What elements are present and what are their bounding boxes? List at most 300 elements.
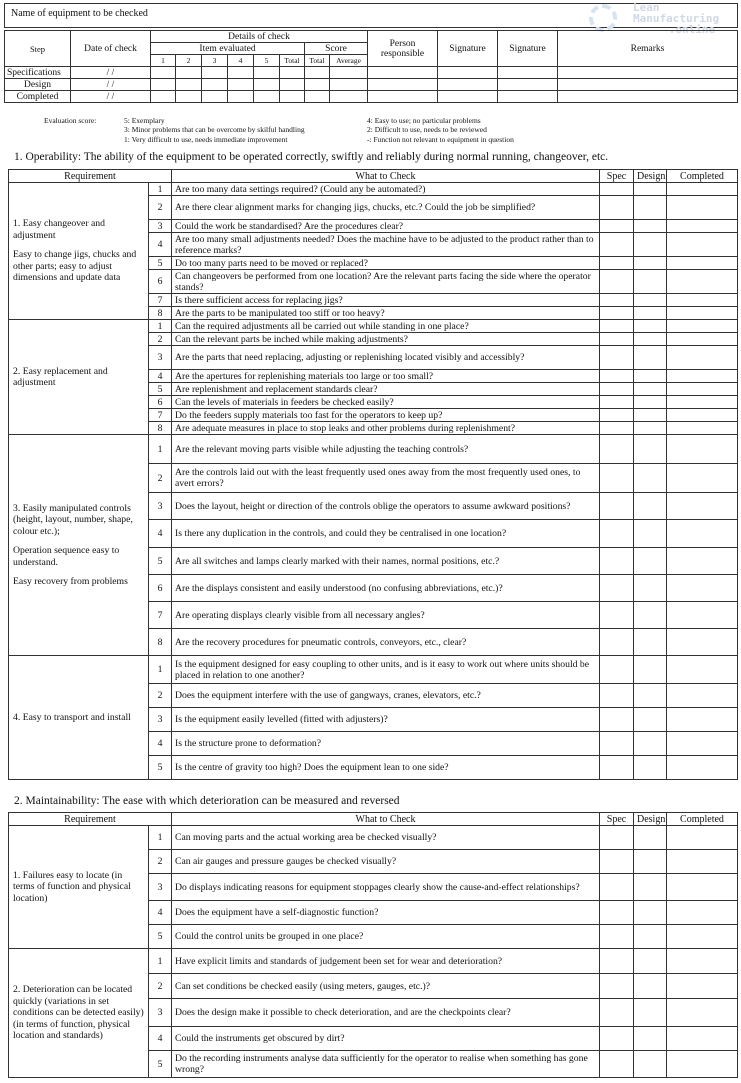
spec-cell[interactable] xyxy=(600,383,634,396)
check-question: Are the controls laid out with the least frequently used ones away from the most frequently used ones, to avert errors? xyxy=(172,464,600,493)
completed-cell[interactable] xyxy=(667,257,738,270)
check-question: Are there clear alignment marks for changing jigs, chucks, etc.? Could the job be simplified? xyxy=(172,196,600,220)
cell[interactable] xyxy=(176,91,202,103)
completed-cell[interactable] xyxy=(667,999,738,1027)
completed-cell[interactable] xyxy=(667,826,738,850)
spec-cell[interactable] xyxy=(600,233,634,257)
design-cell[interactable] xyxy=(634,602,667,629)
item-number: 3 xyxy=(149,346,172,370)
completed-cell[interactable] xyxy=(667,974,738,999)
completed-cell[interactable] xyxy=(667,548,738,575)
column-header-spec: Spec xyxy=(600,813,634,826)
spec-cell[interactable] xyxy=(600,220,634,233)
cell[interactable] xyxy=(228,67,254,79)
design-cell[interactable] xyxy=(634,925,667,949)
signature-header-2: Signature xyxy=(498,31,558,67)
cell[interactable] xyxy=(202,67,228,79)
column-header-requirement: Requirement xyxy=(9,170,172,183)
check-row xyxy=(9,435,738,464)
check-question: Are all switches and lamps clearly marked with their names, normal positions, etc.? xyxy=(172,548,600,575)
check-question: Are the relevant moving parts visible while adjusting the teaching controls? xyxy=(172,435,600,464)
requirement-text: Operation sequence easy to understand. xyxy=(13,545,120,568)
column-header-requirement: Requirement xyxy=(9,813,172,826)
step-date: / / xyxy=(71,91,151,103)
section-1-title: 1. Operability: The ability of the equipment to be operated correctly, swiftly and reliably during normal running, changeover, etc. xyxy=(14,151,609,163)
completed-cell[interactable] xyxy=(667,520,738,548)
cell[interactable] xyxy=(368,91,438,103)
score-col: Total xyxy=(305,55,330,67)
step-name: Design xyxy=(5,79,71,91)
cell[interactable] xyxy=(254,91,280,103)
completed-cell[interactable] xyxy=(667,233,738,257)
spec-cell[interactable] xyxy=(600,656,634,684)
item-number: 2 xyxy=(149,196,172,220)
requirement-text: 1. Failures easy to locate (in terms of function and physical location) xyxy=(13,869,131,904)
completed-cell[interactable] xyxy=(667,493,738,520)
requirement-text xyxy=(13,537,144,545)
spec-cell[interactable] xyxy=(600,370,634,383)
completed-cell[interactable] xyxy=(667,320,738,333)
item-number: 5 xyxy=(149,383,172,396)
item-number: 2 xyxy=(149,684,172,708)
requirement-text: Easy to change jigs, chucks and other parts; easy to adjust dimensions and update data xyxy=(13,249,137,284)
completed-cell[interactable] xyxy=(667,333,738,346)
completed-cell[interactable] xyxy=(667,656,738,684)
check-row xyxy=(9,949,738,974)
legend-item: 5: Exemplary xyxy=(124,116,165,125)
item-number: 5 xyxy=(149,756,172,780)
cell[interactable] xyxy=(151,91,176,103)
legend-item: 2: Difficult to use, needs to be reviewed xyxy=(367,125,487,135)
column-header-spec: Spec xyxy=(600,170,634,183)
design-cell[interactable] xyxy=(634,684,667,708)
completed-cell[interactable] xyxy=(667,270,738,294)
cell[interactable] xyxy=(498,67,558,79)
check-question: Can the relevant parts be inched while making adjustments? xyxy=(172,333,600,346)
spec-cell[interactable] xyxy=(600,257,634,270)
item-number: 7 xyxy=(149,294,172,307)
spec-cell[interactable] xyxy=(600,901,634,925)
design-cell[interactable] xyxy=(634,850,667,874)
cell[interactable] xyxy=(438,91,498,103)
spec-cell[interactable] xyxy=(600,684,634,708)
item-number: 3 xyxy=(149,220,172,233)
item-number: 4 xyxy=(149,233,172,257)
item-number: 2 xyxy=(149,464,172,493)
cell[interactable] xyxy=(254,79,280,91)
check-question: Could the work be standardised? Are the procedures clear? xyxy=(172,220,600,233)
section-2-title: 2. Maintainability: The ease with which deterioration can be measured and reversed xyxy=(14,795,400,807)
logo-line-3: .online xyxy=(668,23,716,36)
legend-right xyxy=(367,116,514,144)
check-row xyxy=(9,826,738,850)
completed-cell[interactable] xyxy=(667,684,738,708)
item-number: 8 xyxy=(149,422,172,435)
cell[interactable] xyxy=(498,91,558,103)
completed-cell[interactable] xyxy=(667,435,738,464)
requirement-text: 1. Easy changeover and adjustment xyxy=(13,218,105,241)
spec-cell[interactable] xyxy=(600,925,634,949)
requirement-text: 4. Easy to transport and install xyxy=(13,711,131,723)
item-number: 4 xyxy=(149,1027,172,1051)
design-cell[interactable] xyxy=(634,656,667,684)
completed-cell[interactable] xyxy=(667,346,738,370)
person-header: Person responsible xyxy=(368,31,438,67)
check-header-table xyxy=(4,30,738,103)
spec-cell[interactable] xyxy=(600,629,634,656)
spec-cell[interactable] xyxy=(600,196,634,220)
legend-item: 4: Easy to use; no particular problems xyxy=(367,116,481,125)
design-cell[interactable] xyxy=(634,901,667,925)
logo-line-1: Lean xyxy=(633,1,660,14)
cell[interactable] xyxy=(202,79,228,91)
design-cell[interactable] xyxy=(634,874,667,901)
spec-cell[interactable] xyxy=(600,333,634,346)
spec-cell[interactable] xyxy=(600,949,634,974)
maintainability-table xyxy=(8,812,738,1078)
date-header: Date of check xyxy=(71,31,151,67)
spec-cell[interactable] xyxy=(600,999,634,1027)
requirement-text: (height, layout, number, shape, colour etc.); xyxy=(13,514,133,537)
cell[interactable] xyxy=(368,79,438,91)
check-question: Do too many parts need to be moved or replaced? xyxy=(172,257,600,270)
item-number: 5 xyxy=(149,925,172,949)
cell[interactable] xyxy=(176,67,202,79)
spec-cell[interactable] xyxy=(600,974,634,999)
design-cell[interactable] xyxy=(634,974,667,999)
column-header-completed: Completed xyxy=(667,813,738,826)
requirement-cell xyxy=(9,435,149,656)
check-row xyxy=(9,320,738,333)
design-cell[interactable] xyxy=(634,333,667,346)
check-question: Can the required adjustments all be carried out while standing in one place? xyxy=(172,320,600,333)
completed-cell[interactable] xyxy=(667,409,738,422)
design-cell[interactable] xyxy=(634,409,667,422)
check-question: Are the parts that need replacing, adjusting or replenishing located visibly and accessibly? xyxy=(172,346,600,370)
cell[interactable] xyxy=(330,79,368,91)
operability-table xyxy=(8,169,738,780)
cell[interactable] xyxy=(280,79,305,91)
design-cell[interactable] xyxy=(634,396,667,409)
cell[interactable] xyxy=(228,91,254,103)
cell[interactable] xyxy=(202,91,228,103)
check-question: Can air gauges and pressure gauges be checked visually? xyxy=(172,850,600,874)
spec-cell[interactable] xyxy=(600,307,634,320)
design-cell[interactable] xyxy=(634,520,667,548)
check-question: Do displays indicating reasons for equipment stoppages clearly show the cause-and-effect relationships? xyxy=(172,874,600,901)
item-number: 4 xyxy=(149,901,172,925)
cell[interactable] xyxy=(498,79,558,91)
completed-cell[interactable] xyxy=(667,1027,738,1051)
design-cell[interactable] xyxy=(634,183,667,196)
design-cell[interactable] xyxy=(634,257,667,270)
completed-cell[interactable] xyxy=(667,422,738,435)
spec-cell[interactable] xyxy=(600,183,634,196)
completed-cell[interactable] xyxy=(667,629,738,656)
completed-cell[interactable] xyxy=(667,850,738,874)
requirement-cell xyxy=(9,183,149,320)
column-header-completed: Completed xyxy=(667,170,738,183)
completed-cell[interactable] xyxy=(667,307,738,320)
check-question: Can the levels of materials in feeders be checked easily? xyxy=(172,396,600,409)
check-question: Are too many data settings required? (Could any be automated?) xyxy=(172,183,600,196)
spec-cell[interactable] xyxy=(600,850,634,874)
item-number: 2 xyxy=(149,333,172,346)
design-cell[interactable] xyxy=(634,435,667,464)
check-question: Do the recording instruments analyse data sufficiently for the operator to realise when something has gone wrong? xyxy=(172,1051,600,1078)
spec-cell[interactable] xyxy=(600,548,634,575)
design-cell[interactable] xyxy=(634,826,667,850)
score-col: Average xyxy=(330,55,368,67)
item-number: 1 xyxy=(149,435,172,464)
design-cell[interactable] xyxy=(634,949,667,974)
check-question: Are adequate measures in place to stop leaks and other problems during replenishment? xyxy=(172,422,600,435)
requirement-text: 2. Easy replacement and adjustment xyxy=(13,365,108,388)
check-question: Is the equipment designed for easy coupling to other units, and is it easy to work out where units should be placed in relation to one another? xyxy=(172,656,600,684)
cell[interactable] xyxy=(280,91,305,103)
cell[interactable] xyxy=(280,67,305,79)
remarks-header: Remarks xyxy=(558,31,738,67)
spec-cell[interactable] xyxy=(600,1051,634,1078)
cell[interactable] xyxy=(558,67,738,79)
design-cell[interactable] xyxy=(634,320,667,333)
cell[interactable] xyxy=(305,67,330,79)
spec-cell[interactable] xyxy=(600,708,634,732)
step-header: Step xyxy=(5,31,71,67)
item-col: 5 xyxy=(254,55,280,67)
legend-title: Evaluation score: xyxy=(44,116,97,125)
check-question: Is the centre of gravity too high? Does the equipment lean to one side? xyxy=(172,756,600,780)
item-number: 1 xyxy=(149,949,172,974)
check-question: Is the structure prone to deformation? xyxy=(172,732,600,756)
cell[interactable] xyxy=(438,79,498,91)
check-question: Is there sufficient access for replacing jigs? xyxy=(172,294,600,307)
design-cell[interactable] xyxy=(634,756,667,780)
step-date: / / xyxy=(71,79,151,91)
spec-cell[interactable] xyxy=(600,294,634,307)
spec-cell[interactable] xyxy=(600,422,634,435)
cell[interactable] xyxy=(438,67,498,79)
completed-cell[interactable] xyxy=(667,370,738,383)
check-question: Are the parts to be manipulated too stiff or too heavy? xyxy=(172,307,600,320)
cell[interactable] xyxy=(305,91,330,103)
check-question: Are operating displays clearly visible from all necessary angles? xyxy=(172,602,600,629)
completed-cell[interactable] xyxy=(667,925,738,949)
check-question: Can moving parts and the actual working area be checked visually? xyxy=(172,826,600,850)
requirement-cell xyxy=(9,949,149,1078)
spec-cell[interactable] xyxy=(600,756,634,780)
item-col: 2 xyxy=(176,55,202,67)
design-cell[interactable] xyxy=(634,708,667,732)
legend-left xyxy=(124,116,305,144)
column-header-design: Design xyxy=(634,813,667,826)
cell[interactable] xyxy=(330,91,368,103)
requirement-cell xyxy=(9,656,149,780)
requirement-text xyxy=(13,241,144,249)
cell[interactable] xyxy=(151,79,176,91)
completed-cell[interactable] xyxy=(667,732,738,756)
design-cell[interactable] xyxy=(634,294,667,307)
item-number: 8 xyxy=(149,629,172,656)
step-name: Specifications xyxy=(5,67,71,79)
check-row xyxy=(9,183,738,196)
spec-cell[interactable] xyxy=(600,826,634,850)
design-cell[interactable] xyxy=(634,307,667,320)
equipment-name-field: Name of equipment to be checked xyxy=(4,3,738,28)
column-header-what: What to Check xyxy=(172,813,600,826)
item-number: 2 xyxy=(149,974,172,999)
design-cell[interactable] xyxy=(634,196,667,220)
legend-item: 1: Very difficult to use, needs immediate improvement xyxy=(124,134,288,144)
requirement-text: 3. Easily manipulated controls xyxy=(13,502,131,514)
item-number: 2 xyxy=(149,850,172,874)
check-row xyxy=(9,656,738,684)
spec-cell[interactable] xyxy=(600,396,634,409)
check-question: Are the apertures for replenishing materials too large or too small? xyxy=(172,370,600,383)
completed-cell[interactable] xyxy=(667,1051,738,1078)
item-number: 4 xyxy=(149,732,172,756)
requirement-text: Easy recovery from problems xyxy=(13,576,128,587)
check-question: Have explicit limits and standards of judgement been set for wear and deterioration? xyxy=(172,949,600,974)
check-question: Are the recovery procedures for pneumatic controls, conveyors, etc., clear? xyxy=(172,629,600,656)
design-cell[interactable] xyxy=(634,464,667,493)
design-cell[interactable] xyxy=(634,422,667,435)
step-name: Completed xyxy=(5,91,71,103)
legend-item: 3: Minor problems that can be overcome by skilful handling xyxy=(124,125,305,135)
item-number: 3 xyxy=(149,493,172,520)
design-cell[interactable] xyxy=(634,1027,667,1051)
item-evaluated-header: Item evaluated xyxy=(151,43,305,55)
gear-icon xyxy=(589,4,617,32)
completed-cell[interactable] xyxy=(667,874,738,901)
check-question: Does the layout, height or direction of the controls oblige the operators to assume awkward positions? xyxy=(172,493,600,520)
item-number: 7 xyxy=(149,602,172,629)
design-cell[interactable] xyxy=(634,270,667,294)
spec-cell[interactable] xyxy=(600,270,634,294)
check-question: Does the equipment have a self-diagnostic function? xyxy=(172,901,600,925)
spec-cell[interactable] xyxy=(600,874,634,901)
check-question: Are replenishment and replacement standards clear? xyxy=(172,383,600,396)
legend-item: -: Function not relevant to equipment in question xyxy=(367,134,514,144)
item-number: 3 xyxy=(149,874,172,901)
column-header-what: What to Check xyxy=(172,170,600,183)
design-cell[interactable] xyxy=(634,493,667,520)
item-number: 4 xyxy=(149,520,172,548)
design-cell[interactable] xyxy=(634,1051,667,1078)
item-number: 3 xyxy=(149,999,172,1027)
item-number: 1 xyxy=(149,656,172,684)
item-col: 1 xyxy=(151,55,176,67)
completed-cell[interactable] xyxy=(667,183,738,196)
completed-cell[interactable] xyxy=(667,708,738,732)
item-number: 1 xyxy=(149,183,172,196)
spec-cell[interactable] xyxy=(600,464,634,493)
check-question: Is the equipment easily levelled (fitted with adjusters)? xyxy=(172,708,600,732)
design-cell[interactable] xyxy=(634,370,667,383)
item-col: Total xyxy=(280,55,305,67)
completed-cell[interactable] xyxy=(667,383,738,396)
design-cell[interactable] xyxy=(634,346,667,370)
design-cell[interactable] xyxy=(634,383,667,396)
spec-cell[interactable] xyxy=(600,320,634,333)
check-question: Can changeovers be performed from one location? Are the relevant parts facing the side where the operator stands? xyxy=(172,270,600,294)
signature-header-1: Signature xyxy=(438,31,498,67)
score-header: Score xyxy=(305,43,368,55)
cell[interactable] xyxy=(254,67,280,79)
completed-cell[interactable] xyxy=(667,756,738,780)
step-date: / / xyxy=(71,67,151,79)
item-number: 8 xyxy=(149,307,172,320)
check-question: Could the control units be grouped in one place? xyxy=(172,925,600,949)
completed-cell[interactable] xyxy=(667,602,738,629)
spec-cell[interactable] xyxy=(600,575,634,602)
details-header: Details of check xyxy=(151,31,368,43)
completed-cell[interactable] xyxy=(667,901,738,925)
spec-cell[interactable] xyxy=(600,346,634,370)
item-number: 7 xyxy=(149,409,172,422)
cell[interactable] xyxy=(368,67,438,79)
design-cell[interactable] xyxy=(634,732,667,756)
completed-cell[interactable] xyxy=(667,949,738,974)
item-number: 6 xyxy=(149,575,172,602)
item-number: 5 xyxy=(149,548,172,575)
cell[interactable] xyxy=(228,79,254,91)
cell[interactable] xyxy=(330,67,368,79)
completed-cell[interactable] xyxy=(667,196,738,220)
item-number: 6 xyxy=(149,270,172,294)
spec-cell[interactable] xyxy=(600,435,634,464)
check-question: Do the feeders supply materials too fast for the operators to keep up? xyxy=(172,409,600,422)
completed-cell[interactable] xyxy=(667,294,738,307)
requirement-text: (in terms of function, physical location and standards) xyxy=(13,1018,131,1042)
item-col: 3 xyxy=(202,55,228,67)
check-question: Are too many small adjustments needed? Does the machine have to be adjusted to the product rather than to reference marks? xyxy=(172,233,600,257)
requirement-text xyxy=(13,568,144,576)
check-question: Does the equipment interfere with the use of gangways, cranes, elevators, etc.? xyxy=(172,684,600,708)
cell[interactable] xyxy=(558,91,738,103)
design-cell[interactable] xyxy=(634,575,667,602)
design-cell[interactable] xyxy=(634,220,667,233)
spec-cell[interactable] xyxy=(600,732,634,756)
spec-cell[interactable] xyxy=(600,1027,634,1051)
requirement-text: 2. Deterioration can be located quickly (variations in set conditions can be detected easily) xyxy=(13,984,144,1019)
item-number: 5 xyxy=(149,257,172,270)
cell[interactable] xyxy=(305,79,330,91)
completed-cell[interactable] xyxy=(667,220,738,233)
design-cell[interactable] xyxy=(634,999,667,1027)
item-number: 1 xyxy=(149,826,172,850)
item-number: 6 xyxy=(149,396,172,409)
cell[interactable] xyxy=(558,79,738,91)
completed-cell[interactable] xyxy=(667,464,738,493)
spec-cell[interactable] xyxy=(600,409,634,422)
spec-cell[interactable] xyxy=(600,520,634,548)
check-question: Is there any duplication in the controls, and could they be centralised in one location? xyxy=(172,520,600,548)
logo-line-2: Manufacturing xyxy=(633,12,720,25)
check-question: Are the displays consistent and easily understood (no confusing abbreviations, etc.)? xyxy=(172,575,600,602)
spec-cell[interactable] xyxy=(600,493,634,520)
cell[interactable] xyxy=(151,67,176,79)
item-number: 4 xyxy=(149,370,172,383)
completed-cell[interactable] xyxy=(667,575,738,602)
completed-cell[interactable] xyxy=(667,396,738,409)
spec-cell[interactable] xyxy=(600,602,634,629)
design-cell[interactable] xyxy=(634,233,667,257)
cell[interactable] xyxy=(176,79,202,91)
item-number: 5 xyxy=(149,1051,172,1078)
design-cell[interactable] xyxy=(634,629,667,656)
design-cell[interactable] xyxy=(634,548,667,575)
